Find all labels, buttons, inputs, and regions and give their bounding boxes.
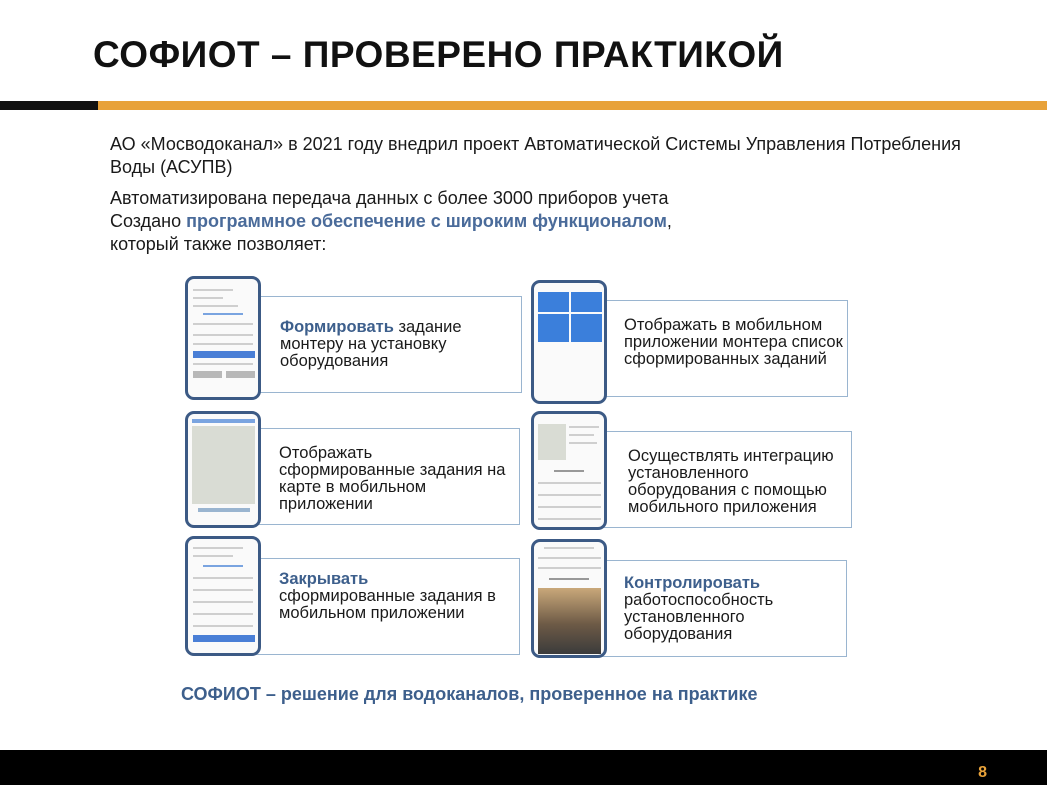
- feature-card-1-body: задание монтеру на установку оборудования: [280, 318, 462, 370]
- feature-card-1-bold: Формировать: [280, 318, 394, 336]
- page-title: СОФИОТ – ПРОВЕРЕНО ПРАКТИКОЙ: [93, 34, 784, 75]
- feature-card-3-text: [279, 445, 509, 513]
- feature-card-5-body: сформированные задания в мобильном приложении: [279, 587, 496, 622]
- phone-screenshot-monitoring: [531, 539, 607, 658]
- intro-line-4: который также позволяет:: [110, 234, 327, 254]
- feature-card-6-text: [624, 575, 839, 643]
- feature-card-6-bold: Контролировать: [624, 574, 761, 592]
- tagline: СОФИОТ – решение для водоканалов, проверенное на практике: [181, 684, 758, 704]
- feature-card-4: [593, 431, 852, 528]
- feature-card-6-body: работоспособность установленного оборудования: [624, 591, 774, 643]
- intro-paragraph-2: [110, 187, 1010, 256]
- intro-line-2: Автоматизирована передача данных с более 3000 приборов учета: [110, 188, 669, 208]
- title-underline-dark: [0, 101, 98, 110]
- feature-card-4-body: Осуществлять интеграцию установленного оборудования с помощью мобильного приложения: [628, 447, 834, 516]
- intro-paragraph-1: АО «Мосводоканал» в 2021 году внедрил проект Автоматической Системы Управления Потребления Воды (АСУПВ): [110, 134, 961, 177]
- intro-line-3-prefix: Создано: [110, 211, 187, 231]
- phone-screenshot-task-form: [185, 276, 261, 400]
- feature-card-4-text: [628, 448, 848, 516]
- feature-card-2-text: [624, 317, 844, 368]
- feature-card-6: [593, 560, 847, 657]
- feature-card-5-text: [279, 571, 499, 622]
- intro-highlight: программное обеспечение с широким функционалом: [186, 211, 667, 231]
- feature-card-5: [248, 558, 520, 655]
- phone-screenshot-map: [185, 411, 261, 528]
- feature-card-3: [248, 428, 520, 525]
- title-underline-accent: [98, 101, 1047, 110]
- intro-line-3-suffix: ,: [666, 211, 672, 231]
- feature-card-2-body: Отображать в мобильном приложении монтера список сформированных заданий: [624, 316, 843, 368]
- feature-card-2: [593, 300, 848, 397]
- intro-text: [110, 133, 1010, 264]
- feature-card-5-bold: Закрывать: [279, 570, 369, 588]
- footer-bar: [0, 750, 1047, 785]
- phone-screenshot-close-task: [185, 536, 261, 656]
- page-number: 8: [978, 764, 987, 781]
- feature-card-1: [248, 296, 522, 393]
- phone-screenshot-integration: [531, 411, 607, 530]
- phone-screenshot-task-list: [531, 280, 607, 404]
- feature-card-3-body: Отображать сформированные задания на карте в мобильном приложении: [279, 444, 506, 513]
- feature-card-1-text: [280, 319, 500, 370]
